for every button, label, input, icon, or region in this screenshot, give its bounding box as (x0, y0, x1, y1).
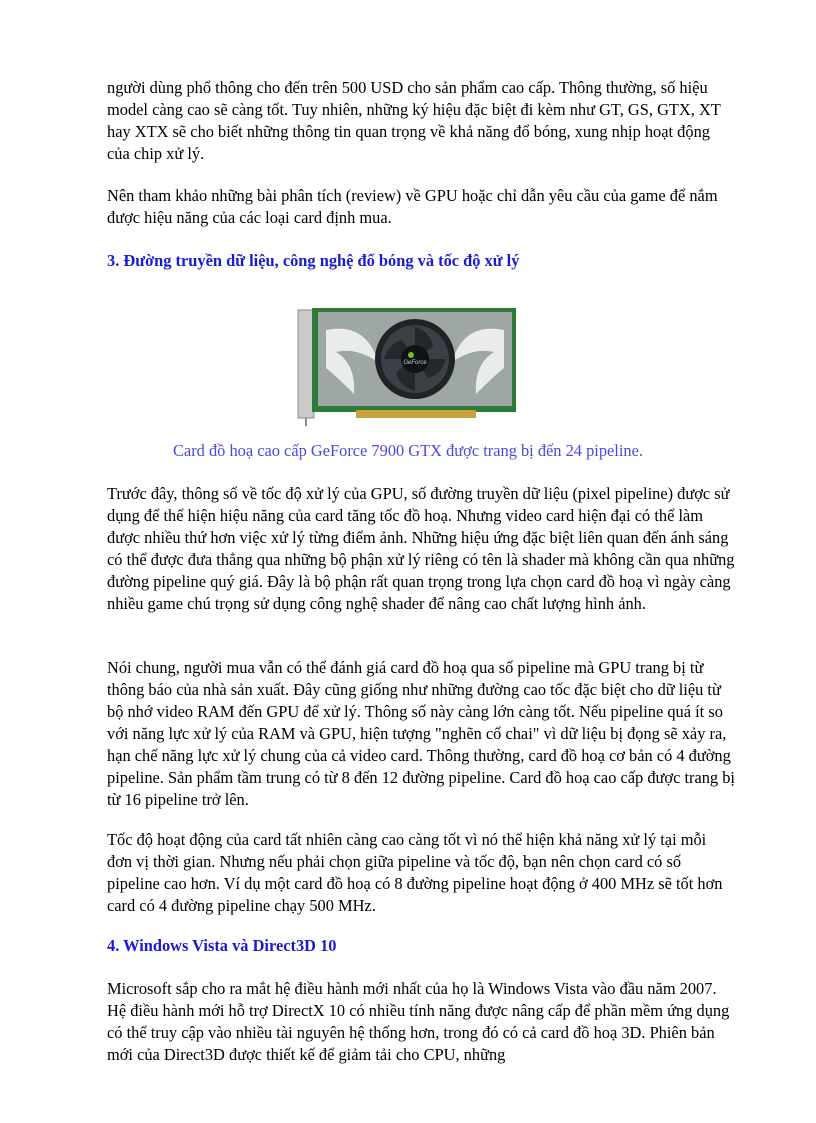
graphics-card-image (296, 302, 518, 426)
paragraph-speed-vs-pipeline: Tốc độ hoạt động của card tất nhiên càng cao càng tốt vì nó thể hiện khả năng xử lý tại mỗi đơn vị thời gian. Nhưng nếu phải chọn giữa pipeline và tốc độ, bạn nên chọn card có số pipeline cao hơn. Ví dụ một card đồ hoạ có 8 đường pipeline hoạt động ở 400 MHz sẽ tốt hơn card có 4 đường pipeline chạy 500 MHz. (107, 830, 723, 915)
paragraph-windows-vista: Microsoft sắp cho ra mắt hệ điều hành mới nhất của họ là Windows Vista vào đầu năm 2007. Hệ điều hành mới hỗ trợ DirectX 10 có nhiều tính năng được nâng cấp để phần mềm ứng dụng có thể truy cập vào nhiều tài nguyên hệ thống hơn, trong đó có cả card đồ hoạ 3D. Phiên bản mới của Direct3D được thiết kế để giảm tải cho CPU, những (107, 979, 730, 1064)
section-heading-4: 4. Windows Vista và Direct3D 10 (107, 936, 337, 955)
geforce-logo-text: GeForce (403, 360, 427, 366)
paragraph-review-advice: Nên tham khảo những bài phân tích (review) về GPU hoặc chỉ dẫn yêu cầu của game để nắm được hiệu năng của các loại card định mua. (107, 186, 718, 227)
section-heading-3: 3. Đường truyền dữ liệu, công nghệ đổ bóng và tốc độ xử lý (107, 251, 520, 270)
paragraph-intro-continuation: người dùng phổ thông cho đến trên 500 USD cho sản phẩm cao cấp. Thông thường, số hiệu model càng cao sẽ càng tốt. Tuy nhiên, những ký hiệu đặc biệt đi kèm như GT, GS, GTX, XT hay XTX sẽ cho biết những thông tin quan trọng về khả năng đổ bóng, xung nhịp hoạt động của chip xử lý. (107, 78, 721, 163)
figure-caption: Card đồ hoạ cao cấp GeForce 7900 GTX được trang bị đến 24 pipeline. (173, 441, 643, 460)
card-bracket (298, 310, 314, 418)
paragraph-pipeline-history: Trước đây, thông số về tốc độ xử lý của GPU, số đường truyền dữ liệu (pixel pipeline) được sử dụng để thể hiện hiệu năng của card tăng tốc đồ hoạ. Nhưng video card hiện đại có thể làm được nhiều thứ hơn việc xử lý từng điểm ảnh. Những hiệu ứng đặc biệt liên quan đến ánh sáng có thể được đưa thẳng qua những bộ phận xử lý riêng có tên là shader mà không cần qua những đường pipeline quý giá. Đây là bộ phận rất quan trọng trong lựa chọn card đồ hoạ vì ngày càng nhiều game chú trọng sử dụng công nghệ shader để nâng cao chất lượng hình ảnh. (107, 484, 735, 613)
paragraph-pipeline-evaluation: Nói chung, người mua vẫn có thể đánh giá card đồ hoạ qua số pipeline mà GPU trang bị từ thông báo của nhà sản xuất. Đây cũng giống như những đường cao tốc đặc biệt cho dữ liệu từ bộ nhớ video RAM đến GPU để xử lý. Thông số này càng lớn càng tốt. Nếu pipeline quá ít so với năng lực xử lý của RAM và GPU, hiện tượng "nghẽn cổ chai" vì dữ liệu bị đọng sẽ xảy ra, hạn chế năng lực xử lý chung của cả video card. Thông thường, card đồ hoạ cơ bản có 4 đường pipeline. Sản phẩm tầm trung có từ 8 đến 12 đường pipeline. Card đồ hoạ cao cấp được trang bị từ 16 pipeline trở lên. (107, 658, 735, 809)
